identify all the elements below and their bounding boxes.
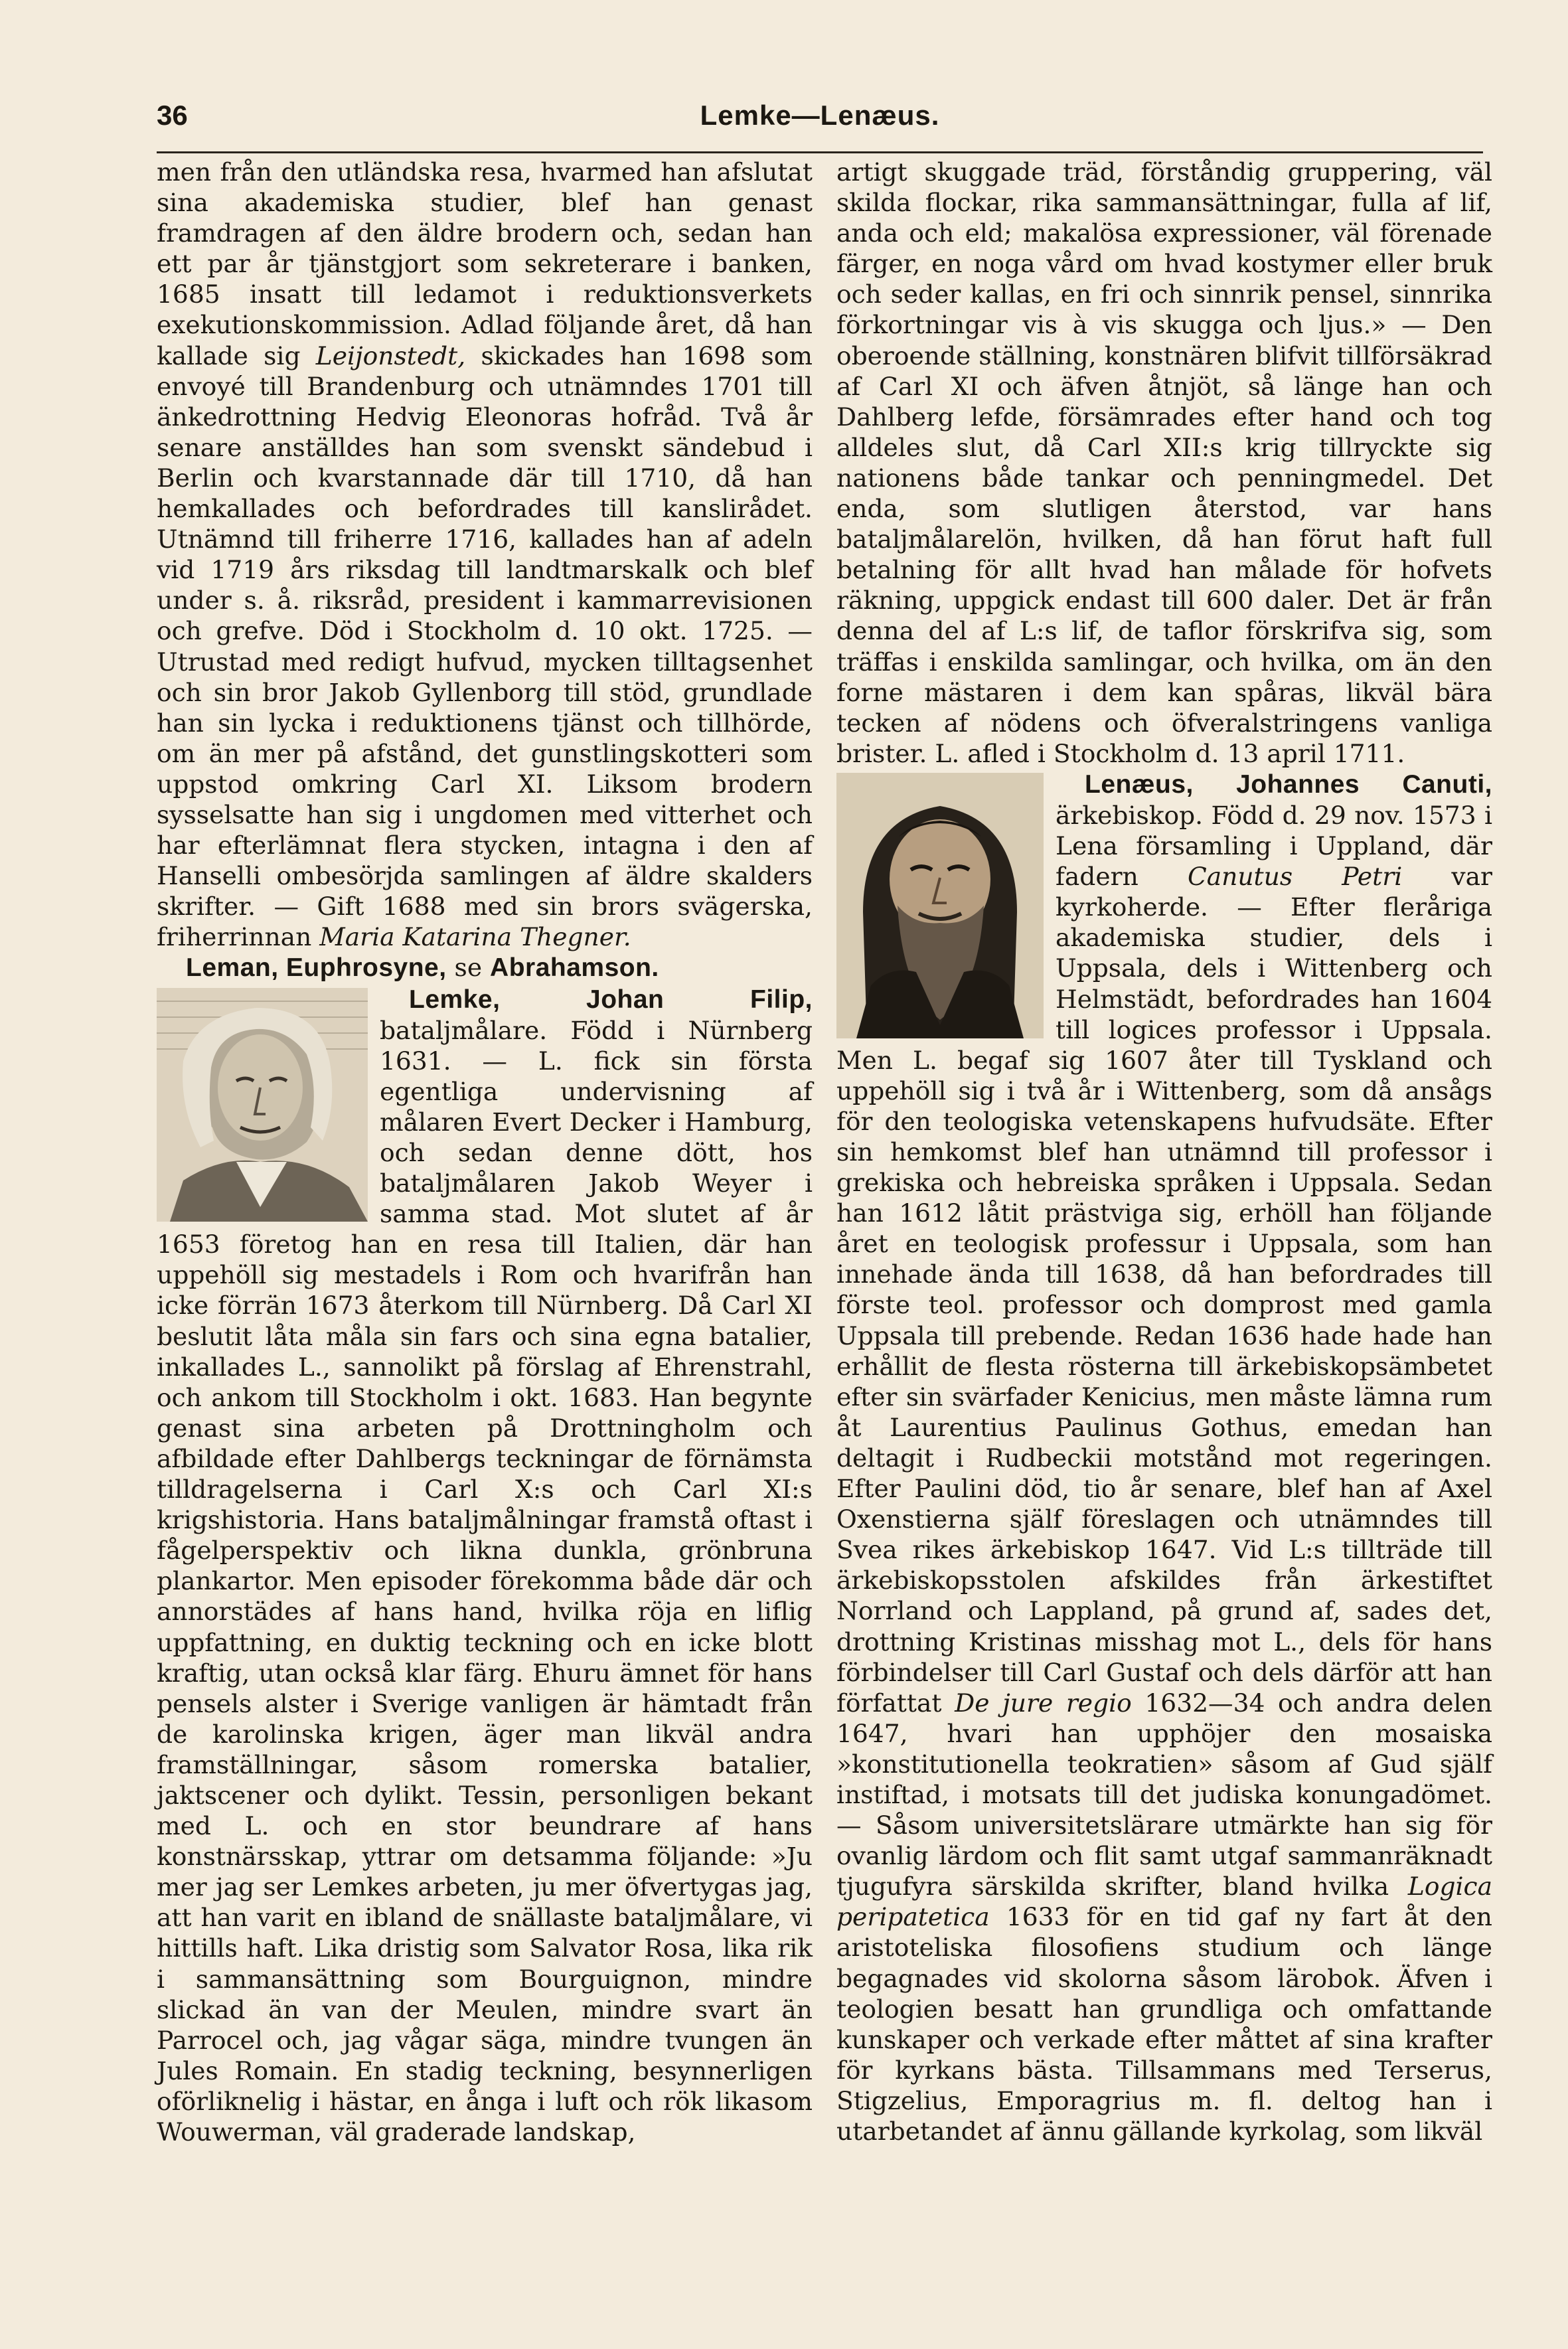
gyllenborg-entry-continued: men från den utländska resa, hvarmed han afslutat sina akademiska studier, blef han genast framdragen af den äldre brodern och, sedan han ett par år tjänstgjort som sekreterare i banken, 1685 insatt till ledamot i reduktionsverkets exekutionskommission. Adlad följande året, då han kallade sig Leijonstedt, skickades han 1698 som envoyé till Brandenburg och utnämndes 1701 till änkedrottning Hedvig Eleonoras hofråd. Två år senare anställdes han som svenskt sändebud i Berlin och kvarstannade där till 1710, då han hemkallades och befordrades till kanslirådet. Utnämnd till friherre 1716, kallades han af adeln vid 1719 års riksdag till landtmarskalk och blef under s. å. riksråd, president i kammarrevisionen och grefve. Död i Stockholm d. 10 okt. 1725. — Utrustad med redigt hufvud, mycken tilltagsenhet och sin bror Jakob Gyllenborg till stöd, grundlade han sin lycka i reduktionens tjänst och tillhörde, om än mer på afstånd, det gunstlingskotteri som uppstod omkring Carl XI. Liksom brodern sysselsatte han sig i ungdomen med vitterhet och har efterlämnat flera stycken, intagna i den af Hanselli ombesörjda samlingen af äldre skalders skrifter. — Gift 1688 med sin brors svägerska, friherrinnan Maria Katarina Thegner. <box>157 157 813 952</box>
entry-leman: Leman, Euphrosyne, se Abrahamson. <box>186 953 659 983</box>
lemke-portrait <box>157 988 368 1222</box>
page-number: 36 <box>157 100 188 131</box>
headword-lenaeus: Lenæus, Johannes Canuti, <box>1085 770 1492 799</box>
entry-lemke: Lemke, Johan Filip, bataljmålare. Född i Nürnberg 1631. — L. fick sin första egentliga undervisning af målaren Evert Decker i Hamburg, och sedan denne dött, hos bataljmålaren Jakob Weyer i samma stad. Mot slutet af år 1653 företog han en resa till Italien, där han uppehöll sig mestadels i Rom och hvarifrån han icke förrän 1673 återkom till Nürnberg. Då Carl XI beslutit låta måla sin fars och sina egna batalier, inkallades L., sannolikt på förslag af Ehrenstrahl, och ankom till Stockholm i okt. 1683. Han begynte genast sina arbeten på Drottningholm och afbildade efter Dahlbergs teckningar de förnämsta tilldragelserna i Carl X:s och Carl XI:s krigshistoria. Hans bataljmålningar framstå oftast i fågelperspektiv och likna dunkla, grönbruna plankartor. Men episoder förekomma både där och annorstädes af hans hand, hvilka röja en liflig uppfattning, en duktig teckning och en icke blott kraftig, utan också klar färg. Ehuru ämnet för hans pensels alster i Sverige vanligen är hämtadt från de karolinska krigen, äger man likväl andra framställningar, såsom romerska batalier, jaktscener och dylikt. Tessin, personligen bekant med L. och en stor beundrare af hans konstnärsskap, yttrar om detsamma följande: »Ju mer jag ser Lemkes arbeten, ju mer öfvertygas jag, att han varit en ibland de snällaste bataljmålare, vi hittills haft. Lika dristig som Salvator Rosa, lika rik i sammansättning som Bourguignon, mindre slickad än van der Meulen, mindre svart än Parrocel och, jag vågar säga, mindre tvungen än Jules Romain. En stadig teckning, besynnerligen oförliknelig i hästar, en ånga i luft och rök likasom Wouwerman, väl graderade landskap, <box>157 985 813 2146</box>
page-header <box>157 98 1483 153</box>
entry-lenaeus: Lenæus, Johannes Canuti, ärkebiskop. Född d. 29 nov. 1573 i Lena församling i Uppland, där fadern Canutus Petri var kyrkoherde. — Efter fleråriga akademiska studier, dels i Uppsala, dels i Wittenberg och Helmstädt, befordrades han 1604 till logices professor i Uppsala. Men L. begaf sig 1607 åter till Tyskland och uppehöll sig i två år i Wittenberg, som då ansågs för den teologiska vetenskapens hufvudsäte. Efter sin hemkomst blef han utnämnd till professor i grekiska och hebreiska språken i Uppsala. Sedan han 1612 låtit prästviga sig, erhöll han följande året en teologisk professur i Uppsala, som han innehade ända till 1638, då han befordrades till förste teol. professor och domprost med gamla Uppsala till prebende. Redan 1636 hade hade han erhållit de flesta rösterna till ärkebiskopsämbetet efter sin svärfader Kenicius, men måste lämna rum åt Laurentius Paulinus Gothus, emedan han deltagit i Rudbeckii motstånd mot regeringen. Efter Paulini död, tio år senare, blef han af Axel Oxenstierna själf föreslagen och utnämndes till Svea rikes ärkebiskop 1647. Vid L:s tillträde till ärkebiskopsstolen afskildes från ärkestiftet Norrland och Lappland, på grund af, sades det, drottning Kristinas misshag mot L., dels för hans förbindelser till Carl Gustaf och dels därför att han författat De jure regio 1632—34 och andra delen 1647, hvari han upphöjer den mosaiska »konstitutionella teokratien» såsom af Gud själf instiftad, i motsats till det judiska konungadömet. — Såsom universitetslärare utmärkte han sig för ovanlig lärdom och flit samt utgaf sammanräknadt tjugufyra särskilda skrifter, bland hvilka Logica peripatetica 1633 för en tid gaf ny fart åt den aristoteliska filosofiens studium och länge begagnades vid skolorna såsom lärobok. Äfven i teologien besatt han grundliga och omfattande kunskaper och verkade efter måttet af sina krafter för kyrkans bästa. Tillsammans med Terserus, Stigzelius, Emporagrius m. fl. deltog han i utarbetandet af ännu gällande kyrkolag, som likväl <box>836 770 1493 2146</box>
headword-lemke: Lemke, Johan Filip, <box>409 985 813 1014</box>
right-column <box>836 157 1492 2146</box>
lenaeus-portrait <box>836 773 1044 1038</box>
running-head: Lemke—Lenæus. <box>700 100 940 131</box>
lemke-entry-continued: artigt skuggade träd, förståndig gruppering, väl skilda flockar, rika sammansättningar, fulla af lif, anda och eld; makalösa expressioner, väl förenade färger, en noga vård om hvad kostymer eller bruk och seder kallas, en fri och sinnrik pensel, sinnrika förkortningar vis à vis skugga och ljus.» — Den oberoende ställning, konstnären blifvit tillförsäkrad af Carl XI och äfven åtnjöt, så länge han och Dahlberg lefde, försämrades efter hand och tog alldeles slut, då Carl XII:s krig tillryckte sig nationens både tankar och penningmedel. Det enda, som slutligen återstod, var hans bataljmålarelön, hvilken, då han förut haft full betalning för allt hvad han målade för hofvets räkning, uppgick endast till 600 daler. Det är från denna del af L:s lif, de taflor förskrifva sig, som träffas i enskilda samlingar, och hvilka, om än den forne mästaren i dem kan spåras, likväl bära tecken af nödens och öfveralstringens vanliga brister. L. afled i Stockholm d. 13 april 1711. <box>836 157 1492 768</box>
left-column <box>157 157 813 2147</box>
headword-leman: Leman, Euphrosyne, <box>186 953 447 983</box>
cross-ref-abrahamson[interactable]: Abrahamson. <box>490 953 659 983</box>
